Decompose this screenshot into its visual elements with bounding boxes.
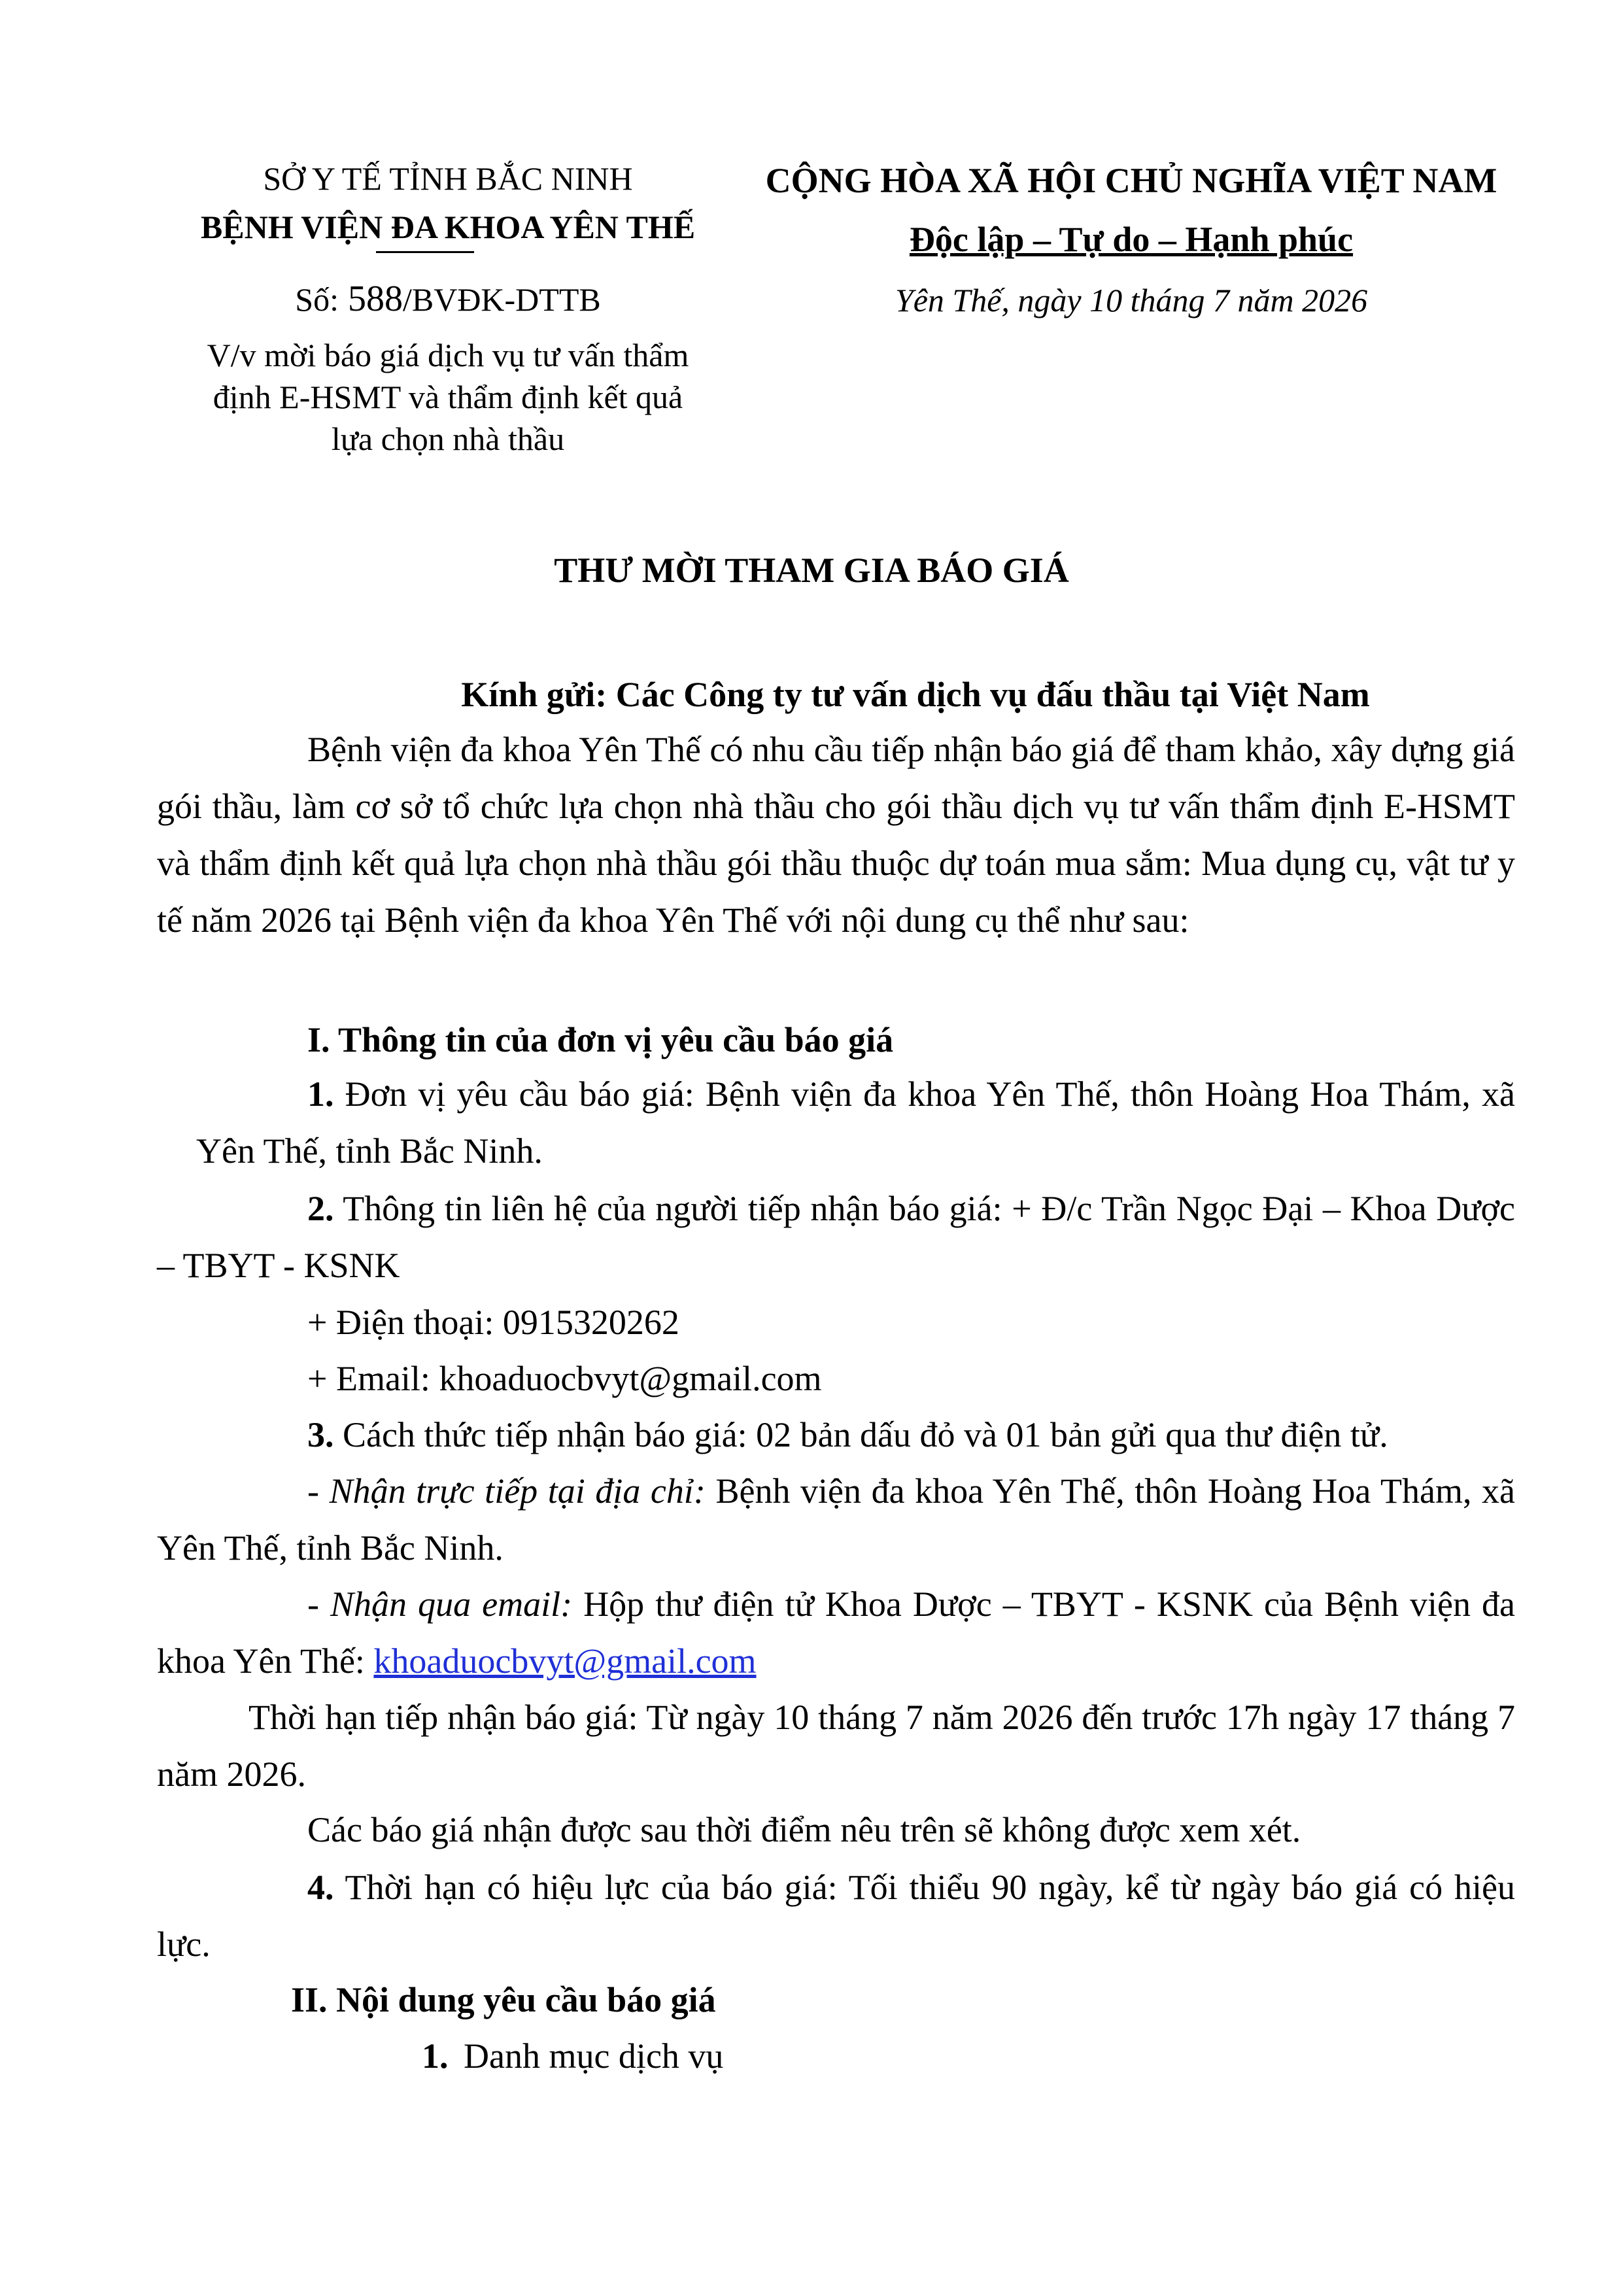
section-1-item-4	[157, 1859, 1515, 1973]
receive-email	[157, 1576, 1515, 1690]
section-1-item-2	[157, 1180, 1515, 1294]
hospital-underline	[376, 251, 474, 253]
receive-direct-text: Bệnh viện đa khoa Yên Thế, thôn Hoàng Hoa Thám, xã Yên Thế, tỉnh Bắc Ninh.	[157, 1471, 1516, 1568]
intro-paragraph: Bệnh viện đa khoa Yên Thế có nhu cầu tiếp nhận báo giá để tham khảo, xây dựng giá gói thầu, làm cơ sở tổ chức lựa chọn nhà thầu cho gói thầu dịch vụ tư vấn thẩm định E-HSMT và thẩm định kết quả lựa chọn nhà thầu gói thầu thuộc dự toán mua sắm: Mua dụng cụ, vật tư y tế năm 2026 tại Bệnh viện đa khoa Yên Thế với nội dung cụ thể như sau:	[157, 730, 1515, 940]
receive-email-label: - Nhận qua email:	[307, 1585, 573, 1624]
deadline-paragraph: Thời hạn tiếp nhận báo giá: Từ ngày 10 tháng 7 năm 2026 đến trước 17h ngày 17 tháng 7 năm 2026.	[157, 1698, 1515, 1794]
item-1-number: 1.	[307, 1074, 334, 1114]
item-2-number: 2.	[307, 1189, 334, 1228]
contact-phone: + Điện thoại: 0915320262	[307, 1303, 679, 1342]
number-prefix: Số:	[295, 281, 339, 318]
recipient-line: Kính gửi: Các Công ty tư vấn dịch vụ đấu thầu tại Việt Nam	[461, 675, 1370, 714]
item-4-number: 4.	[307, 1868, 334, 1907]
national-motto: Độc lập – Tự do – Hạnh phúc	[909, 220, 1354, 259]
nation-name: CỘNG HÒA XÃ HỘI CHỦ NGHĨA VIỆT NAM	[765, 161, 1497, 200]
document-number	[157, 279, 739, 320]
item-3-text: Cách thức tiếp nhận báo giá: 02 bản dấu đỏ và 01 bản gửi qua thư điện tử.	[343, 1415, 1388, 1454]
late-note: Các báo giá nhận được sau thời điểm nêu trên sẽ không được xem xét.	[307, 1810, 1301, 1849]
subject-line-1: V/v mời báo giá dịch vụ tư vấn thẩm	[207, 337, 689, 373]
number-value: 588	[347, 279, 403, 319]
section-2-item-1-number: 1.	[422, 2036, 449, 2076]
subject-line-3: lựa chọn nhà thầu	[331, 420, 565, 457]
item-3-number: 3.	[307, 1415, 334, 1454]
hospital-name: BỆNH VIỆN ĐA KHOA YÊN THẾ	[200, 209, 696, 245]
receive-email-text: Hộp thư điện tử Khoa Dược – TBYT - KSNK của Bệnh viện đa khoa Yên Thế:	[157, 1585, 1516, 1681]
contact-email: + Email: khoaduocbvyt@gmail.com	[307, 1359, 822, 1398]
section-2-item-1-text: Danh mục dịch vụ	[464, 2036, 724, 2076]
subject-line-2: định E-HSMT và thẩm định kết quả	[213, 379, 683, 415]
item-4-text: Thời hạn có hiệu lực của báo giá: Tối thiểu 90 ngày, kể từ ngày báo giá có hiệu lực.	[157, 1868, 1515, 1964]
section-1-item-3	[307, 1414, 1388, 1456]
receive-direct	[157, 1463, 1515, 1577]
place-date: Yên Thế, ngày 10 tháng 7 năm 2026	[895, 282, 1368, 318]
department-name: SỞ Y TẾ TỈNH BẮC NINH	[263, 160, 633, 197]
item-1-text: Đơn vị yêu cầu báo giá: Bệnh viện đa khoa Yên Thế, thôn Hoàng Hoa Thám, xã Yên Thế, tỉnh Bắc Ninh.	[196, 1074, 1515, 1171]
email-link[interactable]: khoaduocbvyt@gmail.com	[373, 1641, 757, 1681]
document-title: THƯ MỜI THAM GIA BÁO GIÁ	[554, 551, 1069, 590]
section-2-item-1	[422, 2035, 723, 2077]
item-2-text: Thông tin liên hệ của người tiếp nhận báo giá: + Đ/c Trần Ngọc Đại – Khoa Dược – TBYT - KSNK	[157, 1189, 1516, 1285]
receive-direct-label: - Nhận trực tiếp tại địa chỉ:	[307, 1471, 706, 1511]
number-suffix: /BVĐK-DTTB	[402, 281, 601, 318]
section-1-item-1	[196, 1066, 1515, 1180]
section-1-heading: I. Thông tin của đơn vị yêu cầu báo giá	[307, 1020, 894, 1059]
section-2-heading: II. Nội dung yêu cầu báo giá	[291, 1980, 716, 2019]
